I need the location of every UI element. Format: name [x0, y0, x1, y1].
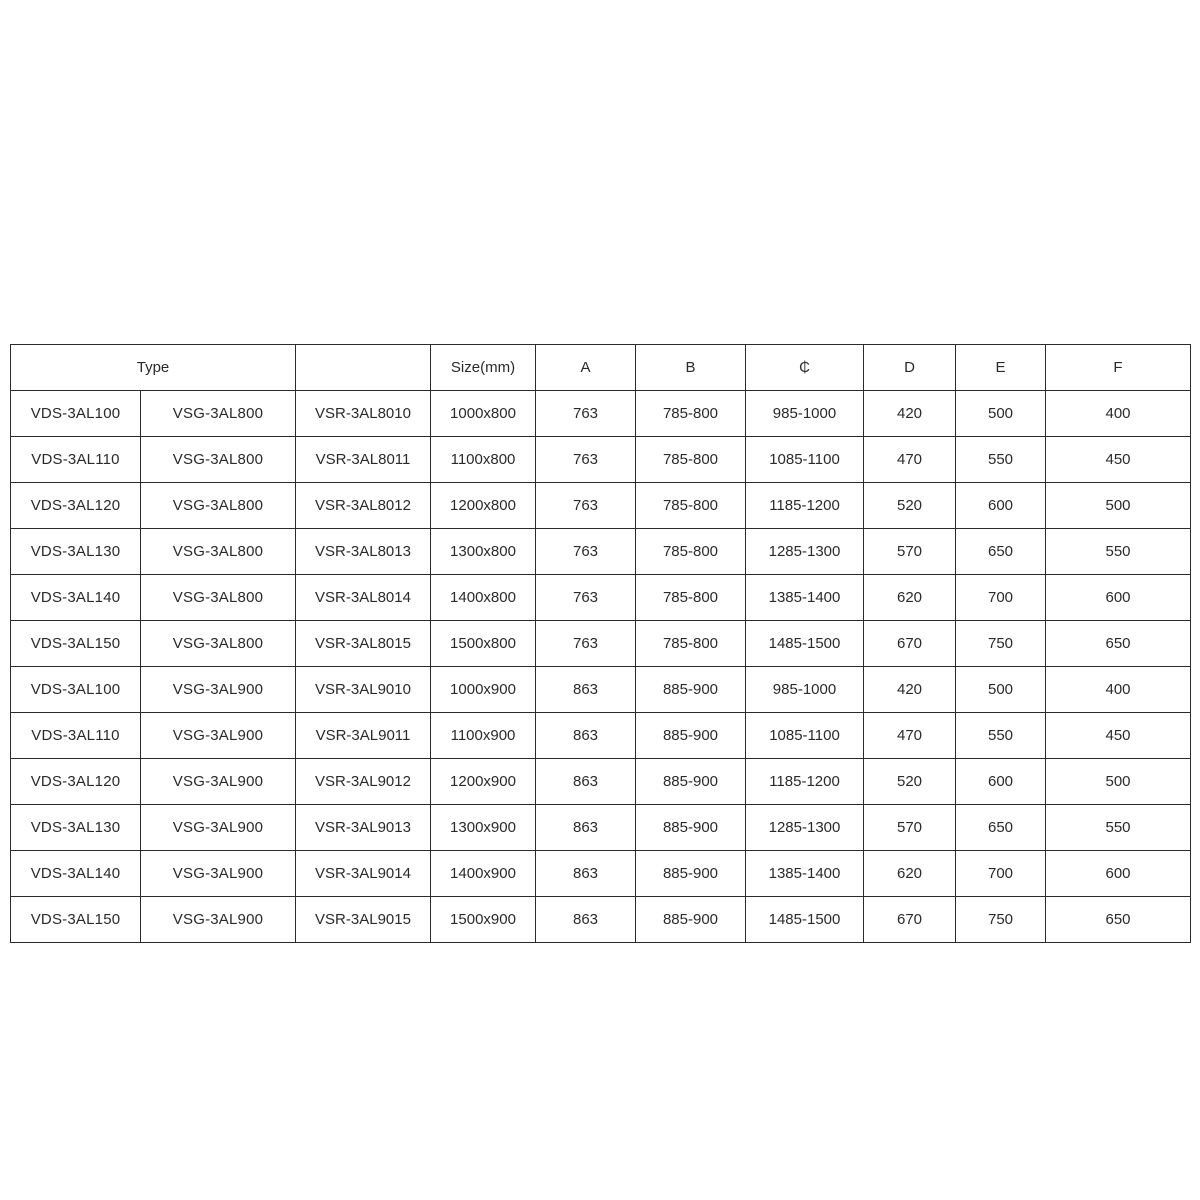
column-header-e: E: [956, 345, 1046, 391]
cell-f: 550: [1046, 529, 1191, 575]
cell-type1: VDS-3AL120: [11, 483, 141, 529]
column-header-blank: [296, 345, 431, 391]
cell-type2: VSG-3AL800: [141, 621, 296, 667]
cell-type2: VSG-3AL800: [141, 575, 296, 621]
table-body: [11, 391, 1191, 943]
cell-type1: VDS-3AL120: [11, 759, 141, 805]
cell-a: 863: [536, 897, 636, 943]
table-row: [11, 437, 1191, 483]
cell-d: 570: [864, 805, 956, 851]
cell-f: 450: [1046, 713, 1191, 759]
cell-f: 400: [1046, 667, 1191, 713]
cell-f: 400: [1046, 391, 1191, 437]
column-header-b: B: [636, 345, 746, 391]
cell-f: 450: [1046, 437, 1191, 483]
cell-b: 785-800: [636, 621, 746, 667]
table-row: [11, 713, 1191, 759]
cell-d: 570: [864, 529, 956, 575]
cell-b: 885-900: [636, 805, 746, 851]
cell-f: 500: [1046, 483, 1191, 529]
cell-e: 650: [956, 805, 1046, 851]
cell-a: 763: [536, 529, 636, 575]
cell-b: 785-800: [636, 391, 746, 437]
cell-c: 1385-1400: [746, 575, 864, 621]
table-row: [11, 391, 1191, 437]
table-row: [11, 483, 1191, 529]
cell-type1: VDS-3AL140: [11, 851, 141, 897]
cell-e: 700: [956, 575, 1046, 621]
cell-c: 1085-1100: [746, 713, 864, 759]
cell-a: 763: [536, 575, 636, 621]
table-row: [11, 667, 1191, 713]
cell-a: 863: [536, 759, 636, 805]
cell-b: 785-800: [636, 437, 746, 483]
cell-type2: VSG-3AL900: [141, 897, 296, 943]
cell-type1: VDS-3AL110: [11, 437, 141, 483]
cell-d: 670: [864, 621, 956, 667]
cell-size: 1400x800: [431, 575, 536, 621]
cell-type1: VDS-3AL130: [11, 805, 141, 851]
cell-size: 1400x900: [431, 851, 536, 897]
cell-b: 885-900: [636, 759, 746, 805]
cell-d: 620: [864, 851, 956, 897]
cell-type1: VDS-3AL140: [11, 575, 141, 621]
cell-type2: VSG-3AL800: [141, 391, 296, 437]
column-header-type: Type: [11, 345, 296, 391]
cell-f: 500: [1046, 759, 1191, 805]
cell-e: 500: [956, 667, 1046, 713]
cell-d: 420: [864, 667, 956, 713]
cell-size: 1000x800: [431, 391, 536, 437]
cell-vsr: VSR-3AL8010: [296, 391, 431, 437]
cell-a: 763: [536, 391, 636, 437]
cell-a: 763: [536, 437, 636, 483]
cell-type2: VSG-3AL900: [141, 759, 296, 805]
cell-vsr: VSR-3AL8013: [296, 529, 431, 575]
cell-d: 670: [864, 897, 956, 943]
cell-d: 520: [864, 759, 956, 805]
cell-type2: VSG-3AL900: [141, 713, 296, 759]
cell-vsr: VSR-3AL9012: [296, 759, 431, 805]
cell-f: 550: [1046, 805, 1191, 851]
cell-size: 1300x800: [431, 529, 536, 575]
table-header: [11, 345, 1191, 391]
cell-c: 1185-1200: [746, 759, 864, 805]
cell-type1: VDS-3AL110: [11, 713, 141, 759]
table-row: [11, 897, 1191, 943]
cell-b: 885-900: [636, 713, 746, 759]
cell-size: 1300x900: [431, 805, 536, 851]
cell-e: 550: [956, 437, 1046, 483]
cell-f: 650: [1046, 897, 1191, 943]
cell-type1: VDS-3AL130: [11, 529, 141, 575]
cell-a: 863: [536, 851, 636, 897]
cell-type2: VSG-3AL800: [141, 483, 296, 529]
table-row: [11, 529, 1191, 575]
cell-c: 1185-1200: [746, 483, 864, 529]
cell-type2: VSG-3AL900: [141, 667, 296, 713]
cell-type1: VDS-3AL100: [11, 391, 141, 437]
cell-d: 470: [864, 713, 956, 759]
cell-c: 1285-1300: [746, 805, 864, 851]
cell-f: 600: [1046, 575, 1191, 621]
cell-b: 785-800: [636, 575, 746, 621]
cell-size: 1200x900: [431, 759, 536, 805]
cell-e: 750: [956, 621, 1046, 667]
column-header-d: D: [864, 345, 956, 391]
cell-a: 763: [536, 621, 636, 667]
cell-c: 1385-1400: [746, 851, 864, 897]
column-header-size: Size(mm): [431, 345, 536, 391]
cell-vsr: VSR-3AL9010: [296, 667, 431, 713]
cell-type2: VSG-3AL800: [141, 529, 296, 575]
cell-type1: VDS-3AL150: [11, 621, 141, 667]
cell-e: 700: [956, 851, 1046, 897]
specification-table-container: [10, 344, 1190, 943]
cell-c: 1485-1500: [746, 621, 864, 667]
cell-size: 1000x900: [431, 667, 536, 713]
cell-size: 1100x900: [431, 713, 536, 759]
cell-size: 1200x800: [431, 483, 536, 529]
cell-vsr: VSR-3AL8014: [296, 575, 431, 621]
cell-c: 1085-1100: [746, 437, 864, 483]
cell-a: 863: [536, 805, 636, 851]
cell-b: 785-800: [636, 483, 746, 529]
column-header-f: F: [1046, 345, 1191, 391]
cell-e: 500: [956, 391, 1046, 437]
cell-d: 420: [864, 391, 956, 437]
cell-d: 620: [864, 575, 956, 621]
cell-e: 600: [956, 483, 1046, 529]
cell-type2: VSG-3AL900: [141, 805, 296, 851]
table-row: [11, 851, 1191, 897]
cell-c: 985-1000: [746, 667, 864, 713]
cell-type2: VSG-3AL900: [141, 851, 296, 897]
cell-vsr: VSR-3AL8015: [296, 621, 431, 667]
cell-d: 470: [864, 437, 956, 483]
cell-b: 785-800: [636, 529, 746, 575]
cell-b: 885-900: [636, 851, 746, 897]
cell-a: 763: [536, 483, 636, 529]
table-row: [11, 759, 1191, 805]
cell-c: 1285-1300: [746, 529, 864, 575]
cell-b: 885-900: [636, 897, 746, 943]
cell-c: 1485-1500: [746, 897, 864, 943]
cell-vsr: VSR-3AL9011: [296, 713, 431, 759]
specification-table: [10, 344, 1191, 943]
cell-e: 600: [956, 759, 1046, 805]
column-header-a: A: [536, 345, 636, 391]
cell-size: 1100x800: [431, 437, 536, 483]
cell-type2: VSG-3AL800: [141, 437, 296, 483]
cell-a: 863: [536, 713, 636, 759]
cell-f: 600: [1046, 851, 1191, 897]
cell-d: 520: [864, 483, 956, 529]
cell-vsr: VSR-3AL9014: [296, 851, 431, 897]
cell-vsr: VSR-3AL8011: [296, 437, 431, 483]
cell-c: 985-1000: [746, 391, 864, 437]
cell-a: 863: [536, 667, 636, 713]
cell-vsr: VSR-3AL9013: [296, 805, 431, 851]
table-row: [11, 621, 1191, 667]
table-row: [11, 575, 1191, 621]
cell-e: 650: [956, 529, 1046, 575]
cell-f: 650: [1046, 621, 1191, 667]
table-row: [11, 805, 1191, 851]
cell-vsr: VSR-3AL8012: [296, 483, 431, 529]
cell-e: 750: [956, 897, 1046, 943]
cell-size: 1500x900: [431, 897, 536, 943]
cell-size: 1500x800: [431, 621, 536, 667]
cell-vsr: VSR-3AL9015: [296, 897, 431, 943]
cell-e: 550: [956, 713, 1046, 759]
header-row: [11, 345, 1191, 391]
cell-type1: VDS-3AL150: [11, 897, 141, 943]
cell-b: 885-900: [636, 667, 746, 713]
cell-type1: VDS-3AL100: [11, 667, 141, 713]
column-header-c: ₵: [746, 345, 864, 391]
